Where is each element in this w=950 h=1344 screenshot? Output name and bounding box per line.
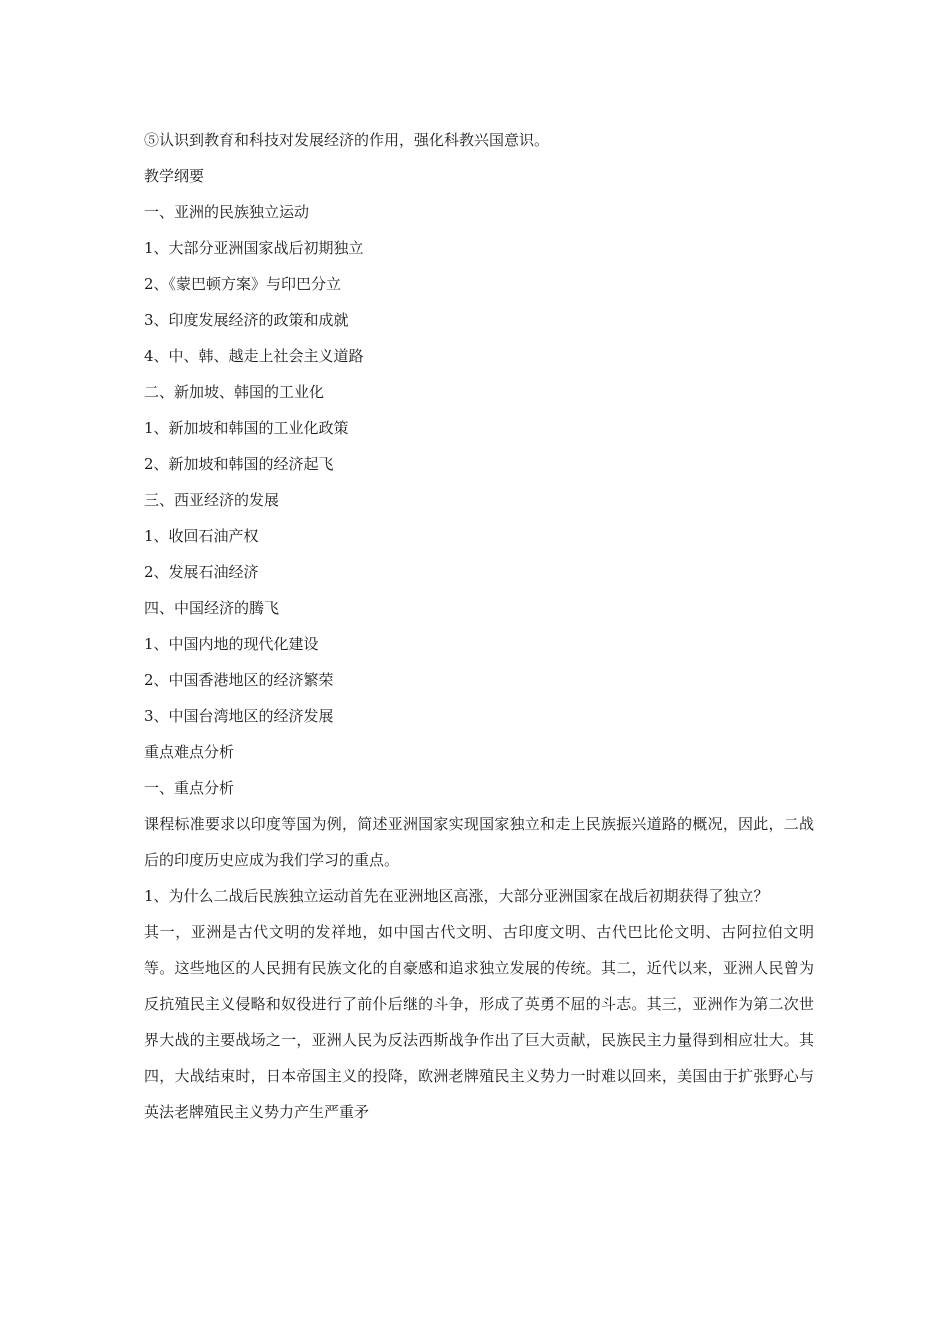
section-3-item: 2、发展石油经济: [144, 563, 259, 581]
section-4-item: 1、中国内地的现代化建设: [144, 635, 319, 653]
section-4-item: 2、中国香港地区的经济繁荣: [144, 671, 334, 689]
section-1-title: 一、亚洲的民族独立运动: [144, 203, 310, 221]
section-1-item: 3、印度发展经济的政策和成就: [144, 311, 349, 329]
analysis-heading: 重点难点分析: [144, 743, 235, 761]
section-4-item: 3、中国台湾地区的经济发展: [144, 707, 334, 725]
section-2-item: 1、新加坡和韩国的工业化政策: [144, 419, 349, 437]
section-3-item: 1、收回石油产权: [144, 527, 259, 545]
answer-1-paragraph: 其一，亚洲是古代文明的发祥地，如中国古代文明、古印度文明、古代巴比伦文明、古阿拉伯文明等。这些地区的人民拥有民族文化的自豪感和追求独立发展的传统。其二，近代以来，亚洲人民曾为反抗殖民主义侵略和奴役进行了前仆后继的斗争，形成了英勇不屈的斗志。其三，亚洲作为第二次世界大战的主要战场之一，亚洲人民为反法西斯战争作出了巨大贡献，民族民主力量得到相应壮大。其四，大战结束时，日本帝国主义的投降，欧洲老牌殖民主义势力一时难以回来，美国由于扩张野心与英法老牌殖民主义势力产生严重矛: [144, 923, 814, 1121]
objective-5: ⑤认识到教育和科技对发展经济的作用，强化科教兴国意识。: [144, 131, 550, 149]
outline-heading: 教学纲要: [144, 167, 205, 185]
focus-heading: 一、重点分析: [144, 779, 235, 797]
section-1-item: 4、中、韩、越走上社会主义道路: [144, 347, 364, 365]
question-1: 1、为什么二战后民族独立运动首先在亚洲地区高涨，大部分亚洲国家在战后初期获得了独立？: [144, 887, 769, 905]
section-2-item: 2、新加坡和韩国的经济起飞: [144, 455, 334, 473]
section-1-item: 1、大部分亚洲国家战后初期独立: [144, 239, 364, 257]
section-1-item: 2、《蒙巴顿方案》与印巴分立: [144, 275, 342, 293]
section-2-title: 二、新加坡、韩国的工业化: [144, 383, 325, 401]
curriculum-standard-paragraph: 课程标准要求以印度等国为例，简述亚洲国家实现国家独立和走上民族振兴道路的概况，因此，二战后的印度历史应成为我们学习的重点。: [144, 815, 814, 869]
document-body: [144, 122, 814, 1130]
section-3-title: 三、西亚经济的发展: [144, 491, 280, 509]
section-4-title: 四、中国经济的腾飞: [144, 599, 280, 617]
